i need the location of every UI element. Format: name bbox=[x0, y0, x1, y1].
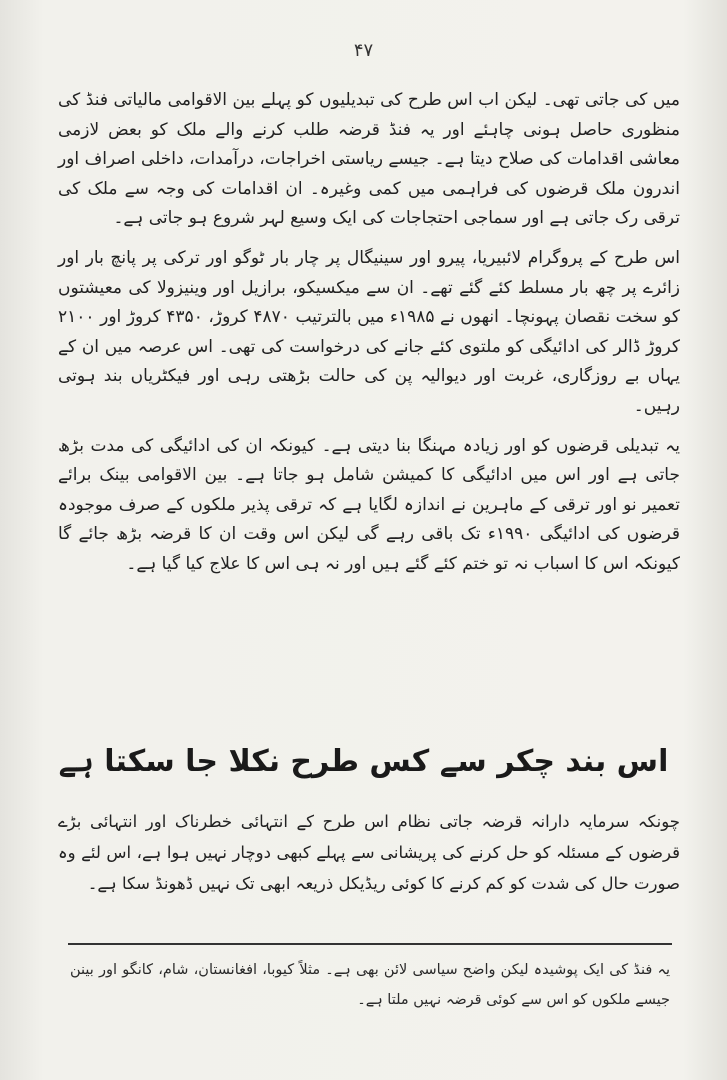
page-number: ۴۷ bbox=[353, 40, 374, 61]
paragraph-2: اس طرح کے پروگرام لائبیریا، پیرو اور سینیگال پر چار بار ٹوگو اور ترکی پر پانچ بار اور زائرے پر چھ بار مسلط کئے گئے تھے۔ ان سے میکسیکو، برازیل اور وینیزولا کی معیشتوں کو سخت نقصان پہونچا۔ انھوں نے ۱۹۸۵ء میں بالترتیب ۴۸۷۰ کروڑ، ۴۳۵۰ کروڑ اور ۲۱۰۰ کروڑ ڈالر کی ادائیگی کو ملتوی کئے جانے کی درخواست کی تھی۔ اس عرصہ میں ان کے یہاں بے روزگاری، غربت اور دیوالیہ پن کی حالت بڑھتی رہی اور فیکٹریاں بند ہوتی رہیں۔ bbox=[58, 247, 680, 416]
paragraph-1: میں کی جاتی تھی۔ لیکن اب اس طرح کی تبدیلیوں کو پہلے بین الاقوامی مالیاتی فنڈ کی منظوری حاصل ہونی چاہئے اور یہ فنڈ قرضہ طلب کرنے والے ملک کو بعض لازمی معاشی اقدامات کی صلاح دیتا ہے۔ جیسے ریاستی اخراجات، درآمدات، داخلی اصراف اور اندرون ملک قرضوں کی فراہمی میں کمی وغیرہ۔ ان اقدامات کی وجہ سے ملک کی ترقی رک جاتی ہے اور سماجی احتجاجات کی ایک وسیع لہر شروع ہو جاتی ہے۔ bbox=[58, 90, 680, 229]
section-body bbox=[58, 806, 680, 909]
paragraph-3: یہ تبدیلی قرضوں کو اور زیادہ مہنگا بنا دیتی ہے۔ کیونکہ ان کی ادائیگی کی مدت بڑھ جاتی ہے اور اس میں ادائیگی کا کمیشن شامل ہو جاتا ہے۔ بین الاقوامی بینک برائے تعمیر نو اور ترقی کے ماہرین نے اندازہ لگایا ہے کہ ترقی پذیر ملکوں کے صرف موجودہ قرضوں کی ادائیگی ۱۹۹۰ء تک باقی رہے گی لیکن اس وقت ان کا قرضہ بڑھ جائے گا کیونکہ اس کا اسباب نہ تو ختم کئے گئے ہیں اور نہ ہی اس کا علاج کیا گیا ہے۔ bbox=[58, 435, 681, 574]
footnote-divider bbox=[68, 943, 672, 945]
footnote: یہ فنڈ کی ایک پوشیدہ لیکن واضح سیاسی لائن بھی ہے۔ مثلاً کیوبا، افغانستان، شام، کانگو اور بینن جیسے ملکوں کو اس سے کوئی قرضہ نہیں ملتا ہے۔ bbox=[70, 962, 670, 1008]
paragraph-4: چونکہ سرمایہ دارانہ قرضہ جاتی نظام اس طرح کے انتہائی خطرناک اور انتہائی بڑے قرضوں کے مسئلہ کو حل کرنے کی پریشانی سے پہلے کبھی دوچار نہیں ہوا ہے، اس لئے وہ صورت حال کی شدت کو کم کرنے کا کوئی ریڈیکل ذریعہ ابھی تک نہیں ڈھونڈ سکا ہے۔ bbox=[58, 812, 680, 893]
body-text bbox=[58, 86, 680, 590]
section-heading: اس بند چکر سے کس طرح نکلا جا سکتا ہے bbox=[58, 744, 669, 779]
